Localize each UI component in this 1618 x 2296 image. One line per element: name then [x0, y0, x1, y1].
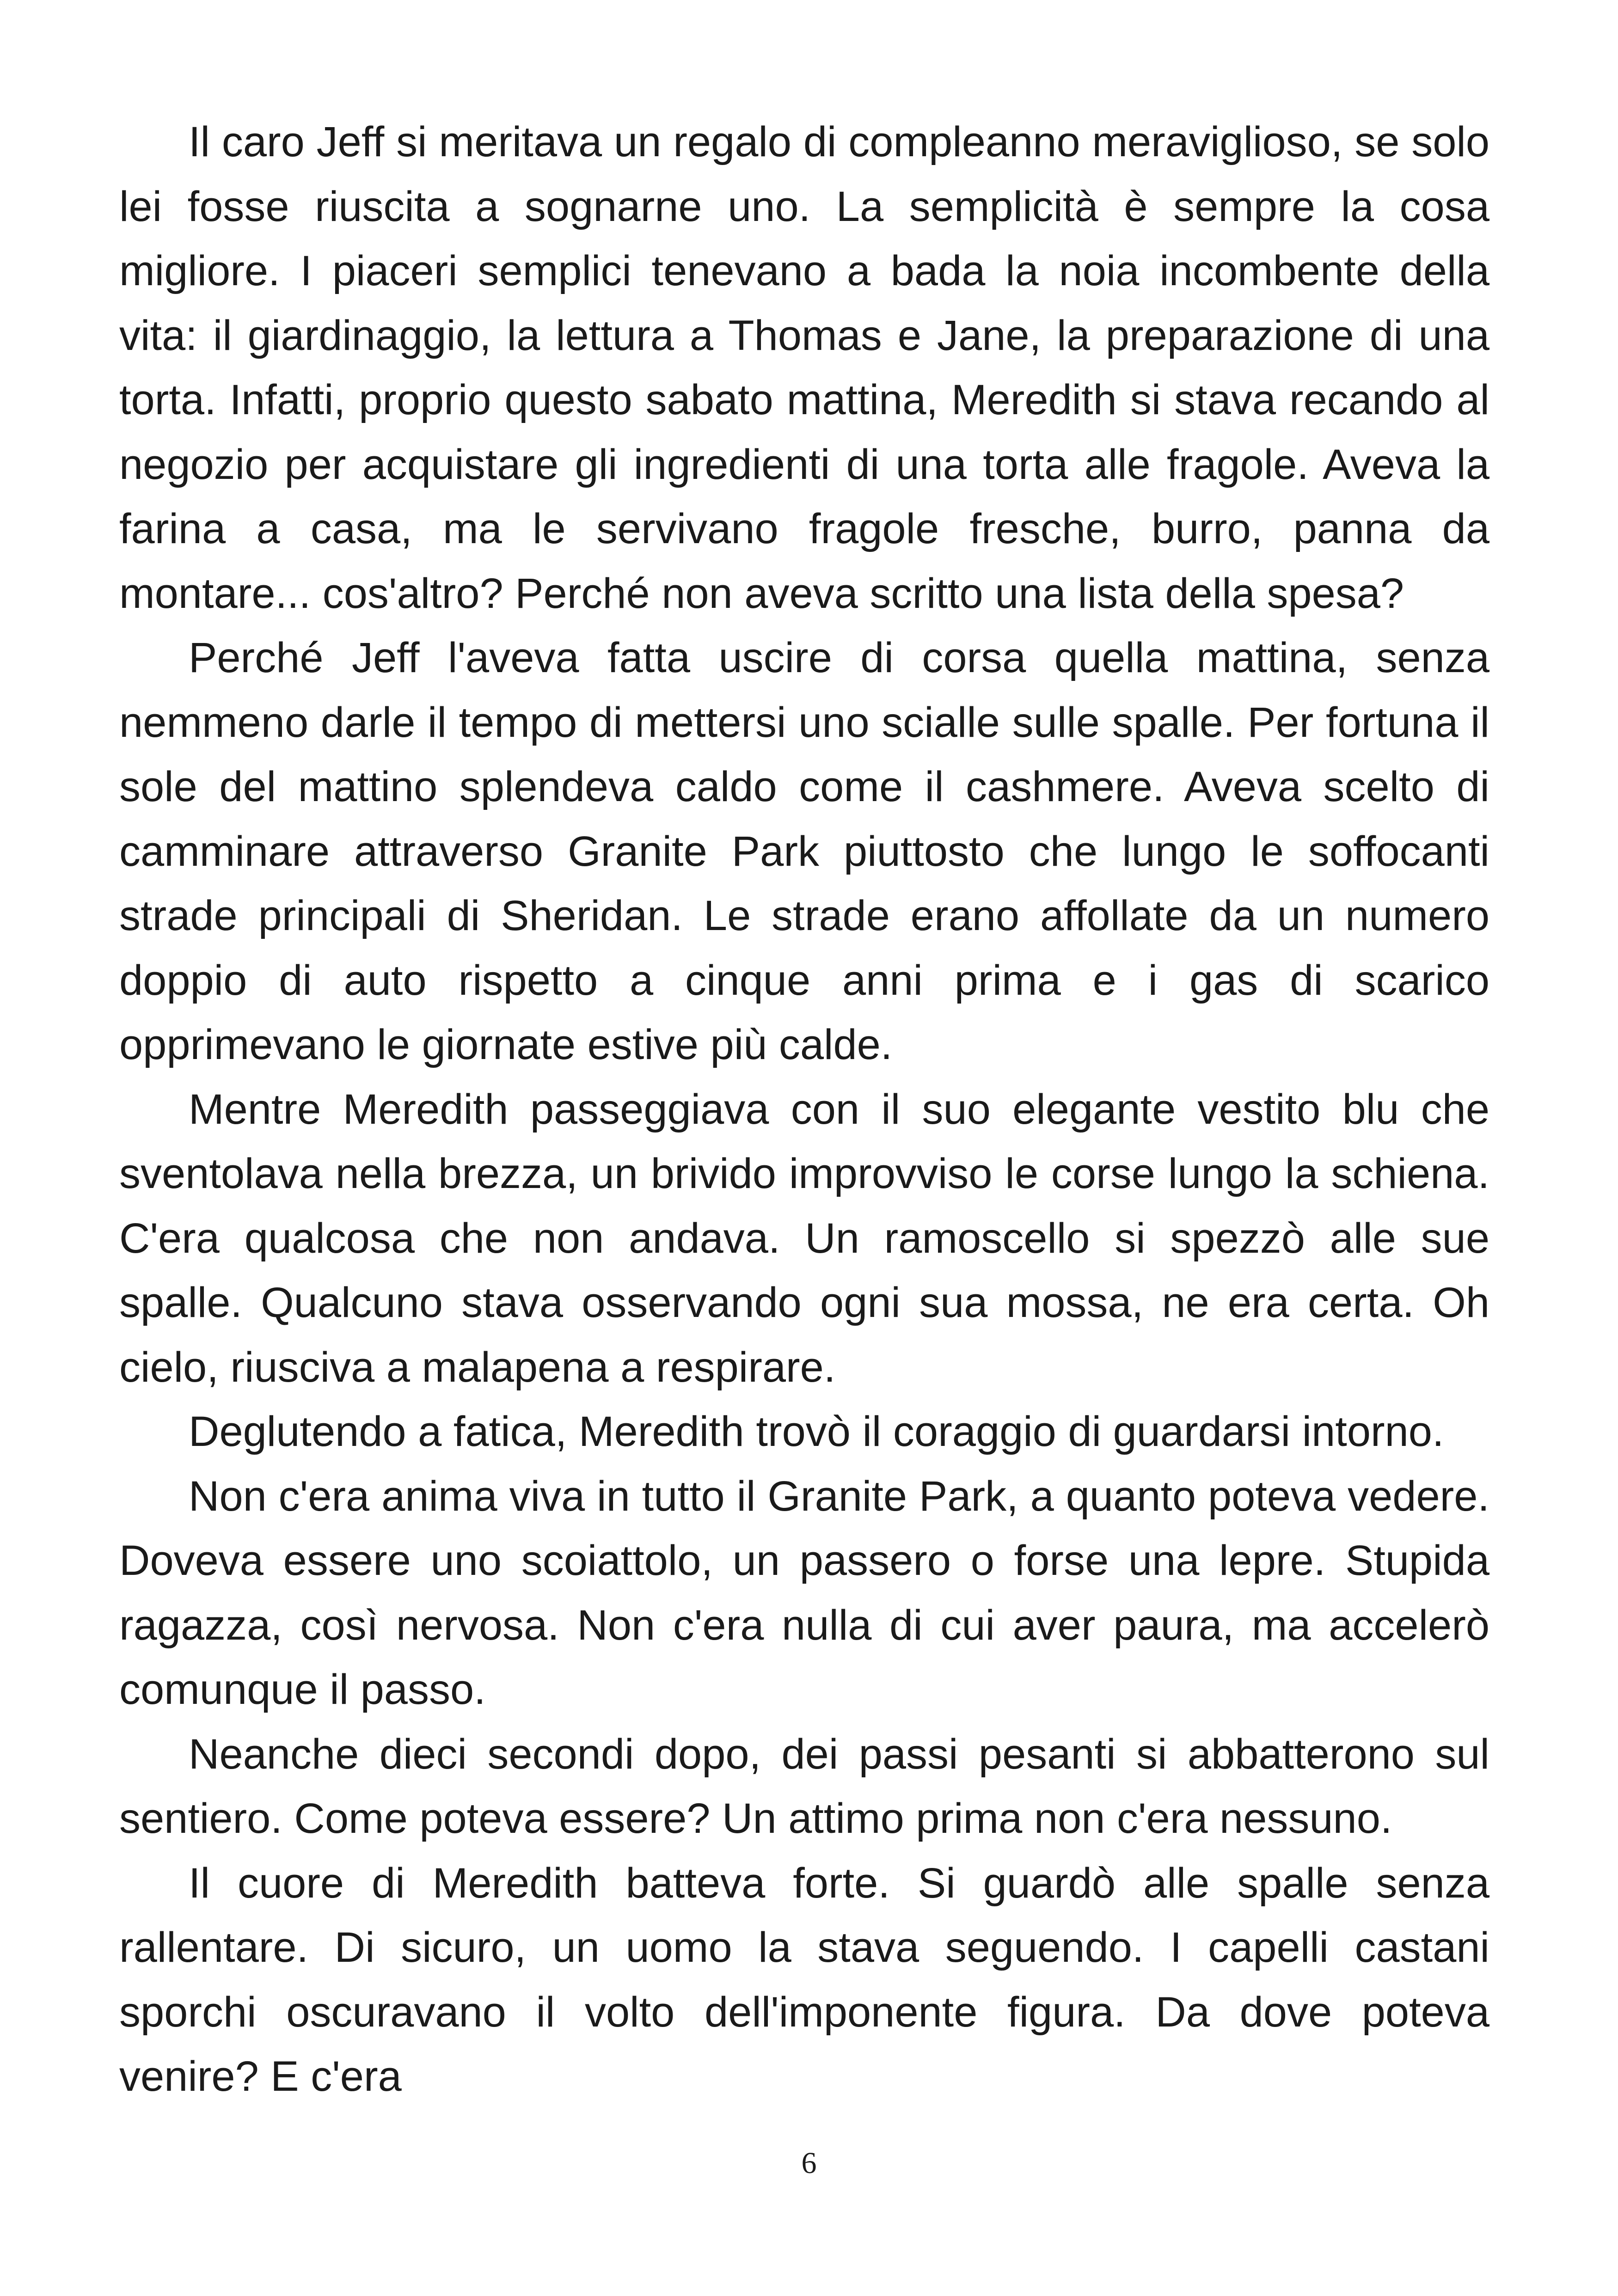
paragraph: Deglutendo a fatica, Meredith trovò il coraggio di guardarsi intorno.: [189, 1408, 1444, 1455]
paragraph: Neanche dieci secondi dopo, dei passi pesanti si abbatterono sul sentiero. Come poteva essere? Un attimo prima non c'era nessuno.: [119, 1730, 1489, 1842]
paragraph: Il caro Jeff si meritava un regalo di compleanno meraviglioso, se solo lei fosse riuscita a sognarne uno. La semplicità è sempre la cosa migliore. I piaceri semplici tenevano a bada la noia incombente della vita: il giardinaggio, la lettura a Thomas e Jane, la preparazione di una torta. Infatti, proprio questo sabato mattina, Meredith si stava recando al negozio per acquistare gli ingredienti di una torta alle fragole. Aveva la farina a casa, ma le servivano fragole fresche, burro, panna da montare... cos'altro? Perché non aveva scritto una lista della spesa?: [119, 118, 1489, 617]
page-number: 6: [801, 2146, 817, 2180]
paragraph: Perché Jeff l'aveva fatta uscire di corsa quella mattina, senza nemmeno darle il tempo di mettersi uno scialle sulle spalle. Per fortuna il sole del mattino splendeva caldo come il cashmere. Aveva scelto di camminare attraverso Granite Park piuttosto che lungo le soffocanti strade principali di Sheridan. Le strade erano affollate da un numero doppio di auto rispetto a cinque anni prima e i gas di scarico opprimevano le giornate estive più calde.: [119, 634, 1489, 1068]
paragraph: Il cuore di Meredith batteva forte. Si guardò alle spalle senza rallentare. Di sicuro, un uomo la stava seguendo. I capelli castani sporchi oscuravano il volto dell'imponente figura. Da dove poteva venire? E c'era: [119, 1859, 1489, 2100]
body-text: [119, 110, 1489, 2109]
paragraph: Mentre Meredith passeggiava con il suo elegante vestito blu che sventolava nella brezza, un brivido improvviso le corse lungo la schiena. C'era qualcosa che non andava. Un ramoscello si spezzò alle sue spalle. Qualcuno stava osservando ogni sua mossa, ne era certa. Oh cielo, riusciva a malapena a respirare.: [119, 1085, 1489, 1391]
paragraph: Non c'era anima viva in tutto il Granite Park, a quanto poteva vedere. Doveva essere uno scoiattolo, un passero o forse una lepre. Stupida ragazza, così nervosa. Non c'era nulla di cui aver paura, ma accelerò comunque il passo.: [119, 1472, 1489, 1713]
